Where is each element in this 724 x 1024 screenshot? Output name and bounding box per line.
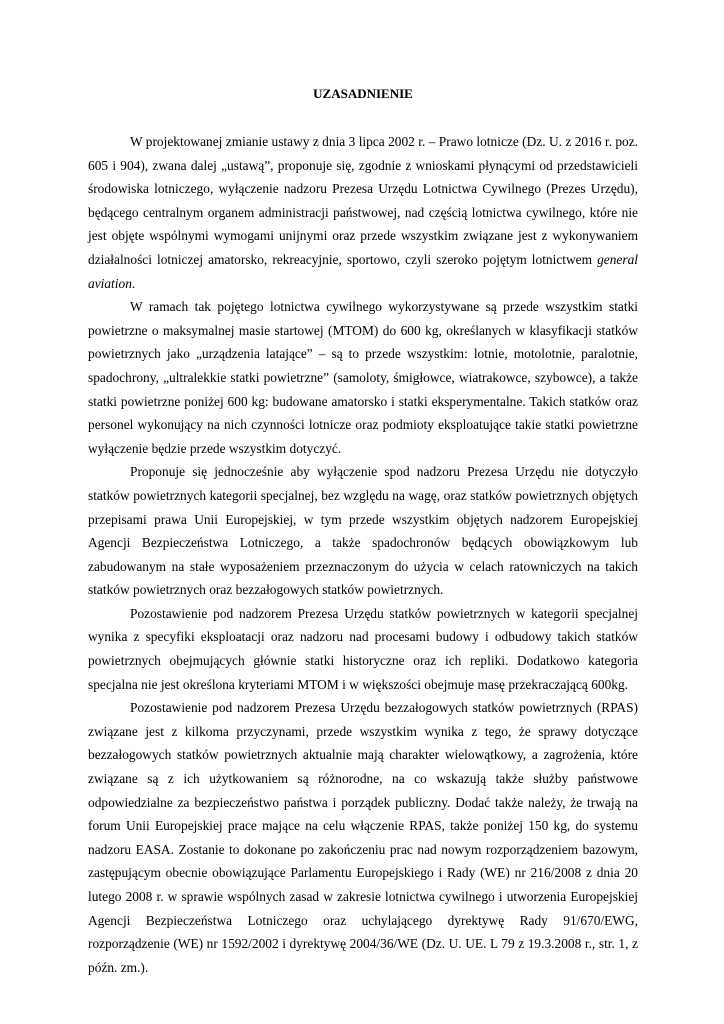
document-page bbox=[88, 86, 638, 979]
paragraph-4: Pozostawienie pod nadzorem Prezesa Urzędu statków powietrznych w kategorii specjalnej wynika z specyfiki eksploatacji oraz nadzoru nad procesami budowy i odbudowy takich statków powietrznych obejmujących głównie statki historyczne oraz ich repliki. Dodatkowo kategoria specjalna nie jest określona kryteriami MTOM i w większości obejmuje masę przekraczającą 600kg. bbox=[88, 605, 638, 692]
paragraph-1-tail: . bbox=[131, 275, 136, 291]
paragraph-1-italic-term: general aviation bbox=[88, 251, 638, 291]
paragraph-1-text: W projektowanej zmianie ustawy z dnia 3 lipca 2002 r. – Prawo lotnicze (Dz. U. z 2016 r. poz. 605 i 904), zwana dalej „ustawą”, proponuje się, zgodnie z wnioskami płynącymi od przedstawicieli środowiska lotniczego, wyłączenie nadzoru Prezesa Urzędu Lotnictwa Cywilnego (Prezes Urzędu), będącego centralnym organem administracji państwowej, nad częścią lotnictwa cywilnego, które nie jest objęte wspólnymi wymogami unijnymi oraz przede wszystkim związane jest z wykonywaniem działalności lotniczej amatorsko, rekreacyjnie, sportowo, czyli szeroko pojętym lotnictwem bbox=[88, 134, 638, 267]
document-title: UZASADNIENIE bbox=[313, 86, 413, 101]
paragraph-5: Pozostawienie pod nadzorem Prezesa Urzędu bezzałogowych statków powietrznych (RPAS) związane jest z kilkoma przyczynami, przede wszystkim wynika z tego, że sprawy dotyczące bezzałogowych statków powietrznych aktualnie mają charakter wielowątkowy, a zagrożenia, które związane są z ich użytkowaniem są różnorodne, na co wskazują także służby państwowe odpowiedzialne za bezpieczeństwo państwa i porządek publiczny. Dodać także należy, że trwają na forum Unii Europejskiej prace mające na celu włączenie RPAS, także poniżej 150 kg, do systemu nadzoru EASA. Zostanie to dokonane po zakończeniu prac nad nowym rozporządzeniem bazowym, zastępującym obecnie obowiązujące Parlamentu Europejskiego i Rady (WE) nr 216/2008 z dnia 20 lutego 2008 r. w sprawie wspólnych zasad w zakresie lotnictwa cywilnego i utworzenia Europejskiej Agencji Bezpieczeństwa Lotniczego oraz uchylającego dyrektywę Rady 91/670/EWG, rozporządzenie (WE) nr 1592/2002 i dyrektywę 2004/36/WE (Dz. U. UE. L 79 z 19.3.2008 r., str. 1, z późn. zm.). bbox=[88, 700, 638, 975]
paragraph-1 bbox=[88, 130, 638, 295]
paragraph-2: W ramach tak pojętego lotnictwa cywilnego wykorzystywane są przede wszystkim statki powietrzne o maksymalnej masie startowej (MTOM) do 600 kg, określanych w klasyfikacji statków powietrznych jako „urządzenia latające” – są to przede wszystkim: lotnie, motolotnie, paralotnie, spadochrony, „ultralekkie statki powietrzne” (samoloty, śmigłowce, wiatrakowce, szybowce), a także statki powietrzne poniżej 600 kg: budowane amatorsko i statki eksperymentalne. Takich statków oraz personel wykonujący na nich czynności lotnicze oraz podmioty eksploatujące takie statki powietrzne wyłączenie będzie przede wszystkim dotyczyć. bbox=[88, 299, 638, 456]
paragraph-3: Proponuje się jednocześnie aby wyłączenie spod nadzoru Prezesa Urzędu nie dotyczyło statków powietrznych kategorii specjalnej, bez względu na wagę, oraz statków powietrznych objętych przepisami prawa Unii Europejskiej, w tym przede wszystkim objętych nadzorem Europejskiej Agencji Bezpieczeństwa Lotniczego, a także spadochronów będących obowiązkowym lub zabudowanym na stałe wyposażeniem przeznaczonym do użycia w celach ratowniczych na takich statków powietrznych oraz bezzałogowych statków powietrznych. bbox=[88, 464, 638, 598]
